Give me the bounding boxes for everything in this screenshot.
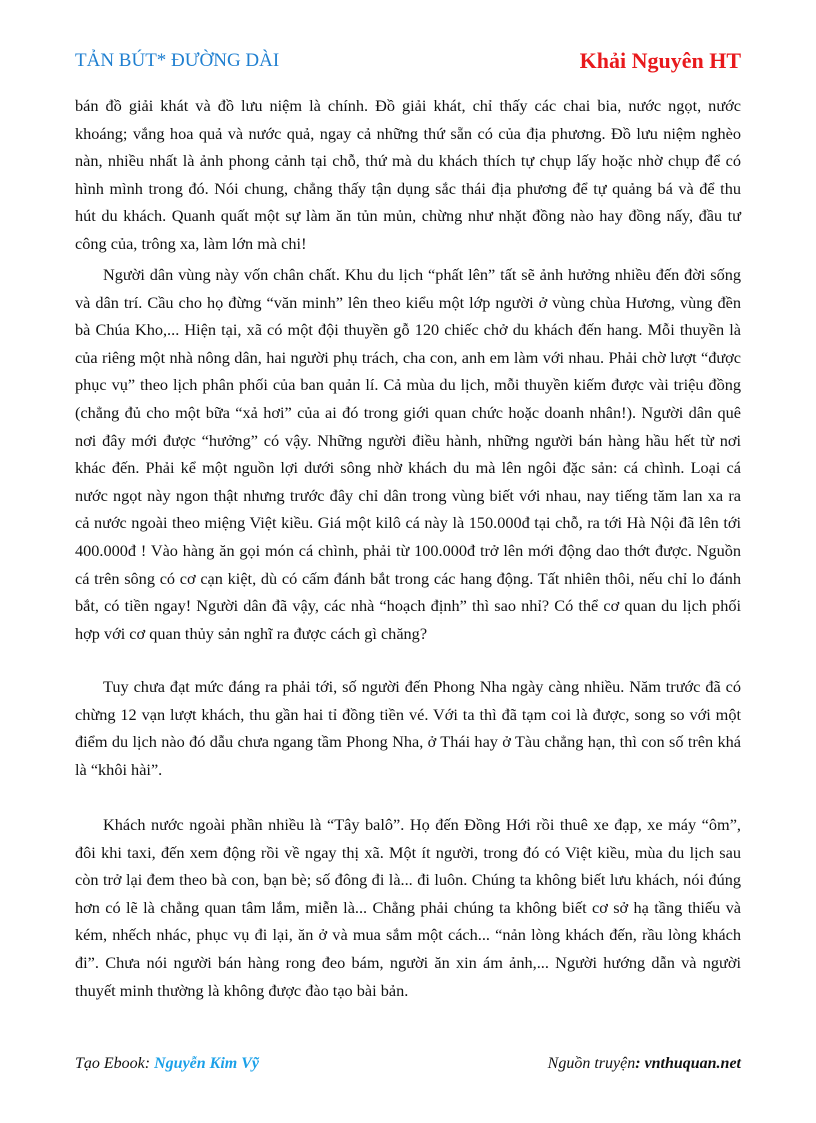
paragraph-3-line: là “khôi hài”.	[75, 759, 163, 779]
paragraph-3-line: chừng 12 vạn lượt khách, thu gần hai tỉ đồng tiền vé. Với ta thì đã tạm coi là được, song so với một	[75, 704, 741, 724]
paragraph-2-line: bắt, có tiền ngay! Người dân đã vậy, các nhà “hoạch định” thì sao nhỉ? Có thể cơ quan du lịch phối	[75, 596, 741, 616]
paragraph-2-line: (chẳng đủ cho một bữa “xả hơi” của ai đó trong giới quan chức hoặc doanh nhân!). Người dân quê	[75, 403, 741, 422]
paragraph-1-line: công của, trông xa, làm lớn mà chi!	[75, 234, 307, 253]
paragraph-2-line: hợp với cơ quan thủy sản nghĩ ra được cách gì chăng?	[75, 623, 428, 643]
footer-ebook-credit: Tạo Ebook: Nguyễn Kim Vỹ	[75, 1055, 259, 1072]
source-label: Nguồn truyện	[547, 1055, 636, 1072]
book-title: TẢN BÚT* ĐƯỜNG DÀI	[75, 50, 280, 71]
paragraph-4-line: hơn có lẽ là chẳng quan tâm lắm, miễn là... Chẳng phải chúng ta không biết cơ sở hạ tầng thiếu và	[75, 897, 741, 917]
paragraph-2-line: nước ngọt này ngon thật nhưng trước đây chỉ dân trong vùng biết với nhau, nay tiếng tăm lan xa ra	[75, 485, 741, 505]
ebook-creator: Nguyễn Kim Vỹ	[154, 1055, 259, 1072]
paragraph-2-line: nơi đây mới được “hưởng” có vậy. Những người điều hành, những người bán hàng hầu hết từ nơi	[75, 430, 741, 450]
paragraph-2-line: cả nước ngoài theo miệng Việt kiều. Giá một kilô cá này là 150.000đ tại chỗ, ra tới Hà Nội đã lên tới	[75, 513, 741, 533]
paragraph-4-line: kém, nhếch nhác, phục vụ đi lại, ăn ở và mua sắm một cách... “nản lòng khách đến, rầu lòng khách	[75, 925, 741, 945]
source-site: vnthuquan.net	[644, 1055, 741, 1072]
paragraph-2-line: phục vụ” theo lịch phân phối của ban quản lí. Cả mùa du lịch, mỗi thuyền kiếm được vài triệu đồng	[75, 375, 741, 395]
ebook-label: Tạo Ebook	[75, 1055, 145, 1072]
paragraph-2-line: của riêng một nhà nông dân, hai người phụ trách, cha con, anh em làm với nhau. Phải chờ lượt “được	[75, 347, 741, 367]
paragraph-2-line: và dân trí. Cầu cho họ đừng “văn minh” lên theo kiểu một lớp người ở vùng chùa Hương, vùng đền	[75, 292, 741, 312]
paragraph-2-line: 400.000đ ! Vào hàng ăn gọi món cá chình, phải từ 100.000đ trở lên mới động dao thớt được. Nguồn	[75, 541, 741, 560]
paragraph-1-line: hút du khách. Quanh quất một sự làm ăn tủn mủn, chừng như nhặt đồng nào hay đồng nấy, đầu tư	[75, 206, 741, 226]
paragraph-2-line: cá trên sông có cơ cạn kiệt, dù có cấm đánh bắt trong các hang động. Tất nhiên thôi, nếu chỉ lo đánh	[75, 568, 741, 588]
paragraph-4-line: Khách nước ngoài phần nhiều là “Tây balô”. Họ đến Đồng Hới rồi thuê xe đạp, xe máy “ôm”,	[103, 815, 741, 834]
paragraph-4-line: còn trở lại đem theo bà con, bạn bè; số đông đi là... đi luôn. Chúng ta không biết lưu khách, nói đúng	[75, 870, 741, 890]
paragraph-2-line: bà Chúa Kho,... Hiện tại, xã có một đội thuyền gỗ 120 chiếc chở du khách đến hang. Mỗi thuyền là	[75, 320, 741, 340]
paragraph-1-line: bán đồ giải khát và đồ lưu niệm là chính. Đồ giải khát, chỉ thấy các chai bia, nước ngọt, nước	[75, 96, 741, 115]
paragraph-4-line: đôi khi taxi, đến xem động rồi về ngay thị xã. Một ít người, trong đó có Việt kiều, mùa du lịch sau	[75, 842, 741, 862]
author-name: Khải Nguyên HT	[579, 48, 741, 73]
paragraph-3-line: điểm du lịch nào đó dẫu chưa ngang tầm Phong Nha, ở Thái hay ở Tàu chẳng hạn, thì con số trên khá	[75, 732, 741, 752]
paragraph-3-line: Tuy chưa đạt mức đáng ra phải tới, số người đến Phong Nha ngày càng nhiều. Năm trước đã có	[103, 677, 741, 696]
paragraph-1-line: nàn, nhiều nhất là ảnh phong cảnh tại chỗ, thứ mà du khách thích tự chụp lấy hoặc nhờ chụp để có	[75, 151, 741, 171]
footer-source: Nguồn truyện: vnthuquan.net	[547, 1055, 741, 1072]
paragraph-4-line: đi”. Chưa nói người bán hàng rong đeo bám, người ăn xin ám ảnh,... Người hướng dẫn và người	[75, 953, 741, 972]
paragraph-2-line: Người dân vùng này vốn chân chất. Khu du lịch “phất lên” tất sẽ ảnh hưởng nhiều đến đời sống	[103, 265, 741, 284]
paragraph-2-line: khác đến. Phải kể một nguồn lợi dưới sông nhờ khách du mà lên ngôi đặc sản: cá chình. Loại cá	[75, 458, 741, 478]
paragraph-4-line: thuyết minh thường là không được đào tạo bài bản.	[75, 980, 409, 1000]
paragraph-1-line: hình mình trong đó. Nói chung, chẳng thấy tận dụng sắc thái địa phương để tự quảng bá và để thu	[75, 178, 741, 198]
paragraph-1-line: khoáng; vắng hoa quả và nước quả, ngay cả những thứ sẵn có của địa phương. Đồ lưu niệm nghèo	[75, 123, 741, 143]
